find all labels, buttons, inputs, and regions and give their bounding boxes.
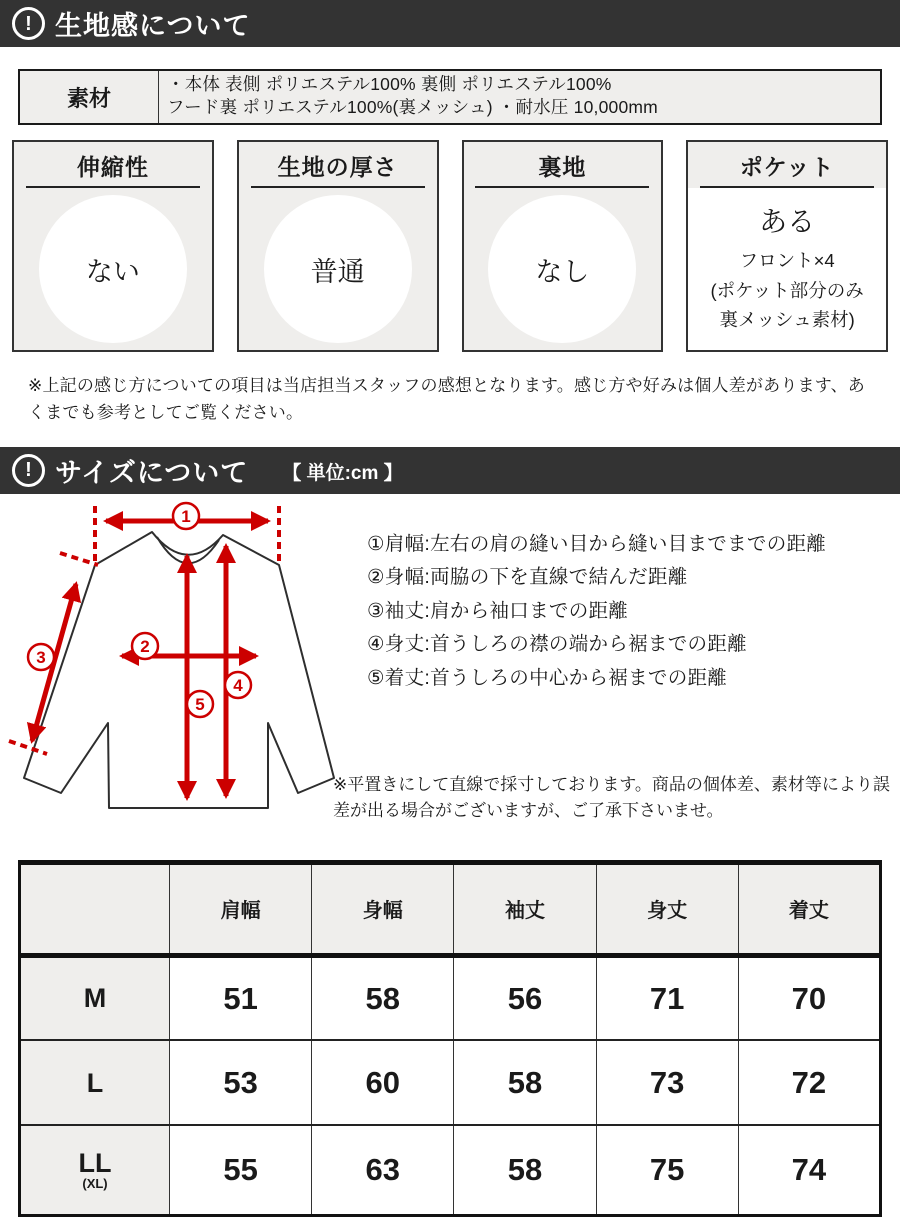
feature-box-pocket xyxy=(686,140,888,352)
feature-box-lining xyxy=(462,140,664,352)
material-text xyxy=(159,71,662,123)
size-section-header xyxy=(0,447,900,494)
fabric-section-title: 生地感について xyxy=(55,11,251,41)
feature-head xyxy=(464,142,662,188)
material-line-2: フード裏 ポリエステル100%(裏メッシュ) ・耐水圧 10,000mm xyxy=(167,97,658,118)
legend-item-shoulder: ①肩幅:左右の肩の縫い目から縫い目までまでの距離 xyxy=(367,532,827,555)
material-line-1: ・本体 表側 ポリエステル100% 裏側 ポリエステル100% xyxy=(167,74,612,94)
size-value-cell: 70 xyxy=(738,955,880,1040)
feature-body xyxy=(688,188,886,350)
size-value-cell: 71 xyxy=(596,955,738,1040)
size-row-label xyxy=(20,1125,170,1215)
marker-2: 2 xyxy=(140,636,150,656)
pocket-detail xyxy=(711,246,864,335)
legend-item-sleeve: ③袖丈:肩から袖口までの距離 xyxy=(367,599,629,622)
feature-body xyxy=(239,188,437,350)
alert-circle-icon: ! xyxy=(12,7,45,40)
legend-item-chest: ②身幅:両脇の下を直線で結んだ距離 xyxy=(367,566,688,589)
unit-label: 【 単位:cm 】 xyxy=(282,463,403,485)
material-label: 素材 xyxy=(20,71,159,123)
feature-value-circle: 普通 xyxy=(264,195,412,343)
feature-title: 伸縮性 xyxy=(76,154,149,181)
size-table xyxy=(18,860,882,1217)
size-col-header-sleeve: 袖丈 xyxy=(454,862,596,955)
size-table-header-row xyxy=(20,862,881,955)
feature-title: ポケット xyxy=(739,154,835,181)
pocket-detail-line: 裏メッシュ素材) xyxy=(719,309,855,331)
material-table xyxy=(18,69,882,125)
marker-3: 3 xyxy=(36,647,46,667)
feature-head xyxy=(239,142,437,188)
size-col-header-chest: 身幅 xyxy=(312,862,454,955)
pocket-value: ある xyxy=(759,206,816,238)
size-diagram-area xyxy=(0,494,900,846)
feature-head xyxy=(688,142,886,188)
fabric-section-header xyxy=(0,0,900,47)
size-value-cell: 58 xyxy=(312,955,454,1040)
size-row-label: L xyxy=(20,1040,170,1125)
size-value-cell: 58 xyxy=(454,1125,596,1215)
size-value-cell: 73 xyxy=(596,1040,738,1125)
size-value-cell: 56 xyxy=(454,955,596,1040)
feature-title: 生地の厚さ xyxy=(277,154,398,181)
size-value-cell: 51 xyxy=(170,955,312,1040)
staff-feel-note: ※上記の感じ方についての項目は当店担当スタッフの感想となります。感じ方や好みは個人差があります、あくまでも参考としてご覧ください。 xyxy=(28,376,865,422)
legend-item-total-length: ⑤着丈:首うしろの中心から裾までの距離 xyxy=(367,666,728,689)
garment-measure-diagram xyxy=(2,498,358,842)
size-value-cell: 58 xyxy=(454,1040,596,1125)
size-row-label-sub: (XL) xyxy=(82,1176,108,1192)
feature-body xyxy=(464,188,662,350)
size-value-cell: 55 xyxy=(170,1125,312,1215)
size-row-ll xyxy=(20,1125,881,1215)
size-value-cell: 74 xyxy=(738,1125,880,1215)
size-value-cell: 75 xyxy=(596,1125,738,1215)
marker-1: 1 xyxy=(181,506,191,526)
feature-boxes xyxy=(12,140,888,352)
legend-item-back-length: ④身丈:首うしろの襟の端から裾までの距離 xyxy=(367,633,747,656)
size-row-m xyxy=(20,955,881,1040)
size-value-cell: 60 xyxy=(312,1040,454,1125)
feature-title: 裏地 xyxy=(538,154,587,181)
feature-box-thickness xyxy=(237,140,439,352)
feature-body xyxy=(14,188,212,350)
sleeve-guide-top xyxy=(60,553,98,565)
measure-legend xyxy=(367,528,826,696)
size-col-header-shoulder: 肩幅 xyxy=(170,862,312,955)
feature-value-circle: なし xyxy=(488,195,636,343)
size-col-header-total-length: 着丈 xyxy=(738,862,880,955)
size-value-cell: 63 xyxy=(312,1125,454,1215)
feature-value-circle: ない xyxy=(39,195,187,343)
size-col-header-back-length: 身丈 xyxy=(596,862,738,955)
pocket-detail-line: (ポケット部分のみ xyxy=(710,279,864,301)
feature-box-stretch xyxy=(12,140,214,352)
shirt-outline xyxy=(24,532,334,808)
size-section-title: サイズについて xyxy=(55,457,249,488)
size-col-header-empty xyxy=(20,862,170,955)
feature-head xyxy=(14,142,212,188)
size-row-label: M xyxy=(20,955,170,1040)
size-row-label-main: LL xyxy=(78,1148,112,1179)
size-row-l xyxy=(20,1040,881,1125)
size-value-cell: 72 xyxy=(738,1040,880,1125)
measurement-note: ※平置きにして直線で採寸しております。商品の個体差、素材等により誤差が出る場合がございますが、ご了承下さいませ。 xyxy=(333,774,890,821)
pocket-detail-line: フロント×4 xyxy=(739,250,835,272)
size-value-cell: 53 xyxy=(170,1040,312,1125)
marker-4: 4 xyxy=(233,675,243,695)
alert-circle-icon: ! xyxy=(12,454,45,487)
marker-5: 5 xyxy=(195,694,205,714)
